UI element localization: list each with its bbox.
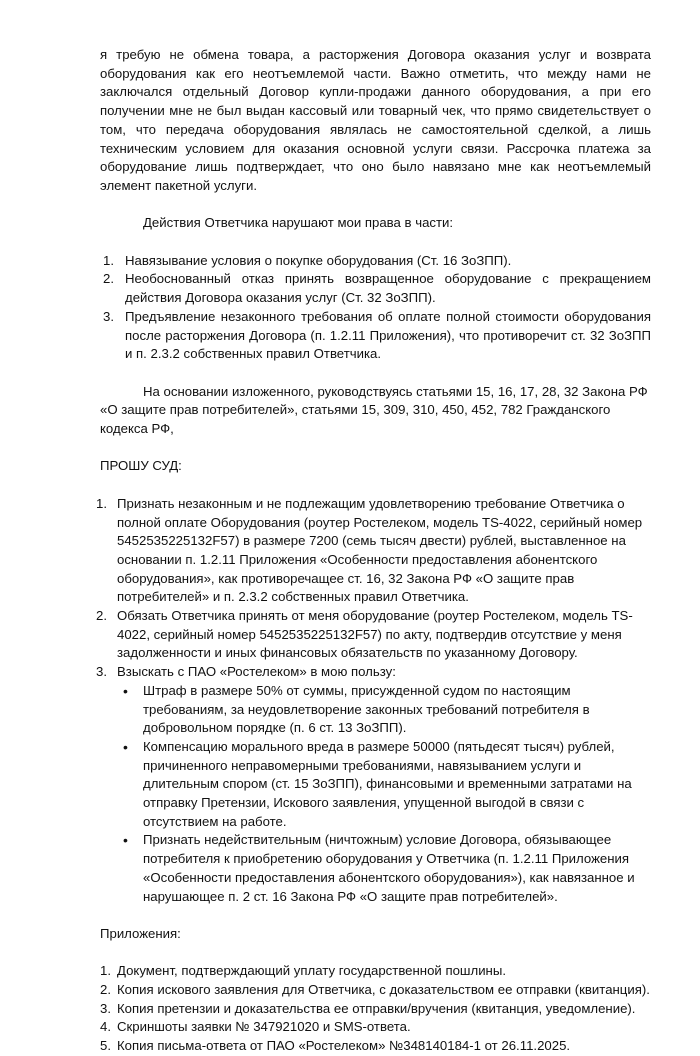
document-page: [96, 46, 651, 1056]
list-number: 4.: [100, 1019, 111, 1035]
violations-list: [100, 252, 651, 364]
violation-item: [100, 270, 651, 307]
list-number: 3.: [96, 664, 107, 680]
list-text: Обязать Ответчика принять от меня оборудование (роутер Ростелеком, модель TS-4022, серийный номер 5452535225132F57) по акту, подтвердив отсутствие у меня задолженности и иных финансовых обязательств по указанному Договору.: [117, 608, 633, 661]
list-text: Копия искового заявления для Ответчика, с доказательством ее отправки (квитанция).: [117, 982, 650, 998]
list-text: Компенсацию морального вреда в размере 50000 (пятьдесят тысяч) рублей, причиненного неправомерными требованиями, навязыванием услуги и длительным спором (ст. 15 ЗоЗПП), финансовыми и временными затратами на отправку Претензии, Искового заявления, упущенной выгодой в связи с отсутствием на работе.: [143, 738, 632, 829]
list-text: Скриншоты заявки № 347921020 и SMS-ответа.: [117, 1019, 411, 1035]
request-item: [96, 663, 651, 906]
attachment-item: [100, 962, 651, 981]
list-text: Документ, подтверждающий уплату государственной пошлины.: [117, 963, 506, 979]
attachment-item: [100, 981, 651, 1000]
requests-list: [96, 495, 651, 906]
list-text: Взыскать с ПАО «Ростелеком» в мою пользу:: [117, 664, 396, 680]
list-number: 1.: [96, 495, 107, 511]
sub-request-item: [117, 682, 651, 738]
violation-item: [100, 252, 651, 271]
list-text: Копия претензии и доказательства ее отправки/вручения (квитанция, уведомление).: [117, 1000, 636, 1016]
list-number: 3.: [103, 308, 114, 324]
intro-paragraph: я требую не обмена товара, а расторжения Договора оказания услуг и возврата оборудования как его неотъемлемой части. Важно отметить, что между нами не заключался отдельный Договор купли-продажи данного оборудования, а при его получении мне не был выдан кассовый или товарный чек, что прямо свидетельствует о том, что передача оборудования являлась не самостоятельной сделкой, а лишь техническим условием для оказания основной услуги связи. Рассрочка платежа за оборудование лишь подтверждает, что оно было навязано мне как неотъемлемый элемент пакетной услуги.: [100, 47, 651, 193]
list-text: Признать недействительным (ничтожным) условие Договора, обязывающее потребителя к приобретению оборудования у Ответчика (п. 1.2.11 Приложения «Особенности предоставления абонентского оборудования»), как навязанное и нарушающее п. 2 ст. 16 Закона РФ «О защите прав потребителей».: [143, 832, 635, 904]
list-text: Штраф в размере 50% от суммы, присужденной судом по настоящим требованиям, за неудовлетворение законных требований потребителя в добровольном порядке (п. 6 ст. 13 ЗоЗПП).: [143, 682, 590, 736]
attachment-item: [100, 1037, 651, 1056]
list-text: Необоснованный отказ принять возвращенное оборудование с прекращением действия Договора оказания услуг (Ст. 32 ЗоЗПП).: [125, 271, 651, 306]
list-number: 2.: [96, 608, 107, 624]
list-number: 5.: [100, 1038, 111, 1054]
list-text: Навязывание условия о покупке оборудования (Ст. 16 ЗоЗПП).: [125, 252, 512, 268]
list-number: 2.: [100, 982, 111, 998]
request-heading: ПРОШУ СУД:: [100, 458, 182, 474]
violations-heading: Действия Ответчика нарушают мои права в части:: [143, 215, 454, 231]
sub-requests-list: [117, 682, 651, 906]
bullet-icon: •: [123, 682, 128, 699]
sub-request-item: [117, 831, 651, 906]
attachments-heading: Приложения:: [100, 925, 181, 941]
attachments-list: [100, 962, 651, 1056]
list-number: 2.: [103, 271, 114, 287]
sub-request-item: [117, 738, 651, 832]
bullet-icon: •: [123, 738, 128, 755]
list-number: 1.: [100, 963, 111, 979]
list-text: Признать незаконным и не подлежащим удовлетворению требование Ответчика о полной оплате Оборудования (роутер Ростелеком, модель TS-4022, серийный номер 5452535225132F57) в размере 7200 (семь тысяч двести) рублей, выставленное на основании п. 1.2.11 Приложения «Особенности предоставления абонентского оборудования», как противоречащее ст. 16, 32 Закона РФ «О защите прав потребителей» и п. 2.3.2 собственных правил Ответчика.: [117, 495, 643, 605]
violation-item: [100, 308, 651, 364]
attachment-item: [100, 1000, 651, 1019]
list-text: Предъявление незаконного требования об оплате полной стоимости оборудования после расторжения Договора (п. 1.2.11 Приложения), что противоречит ст. 32 ЗоЗПП и п. 2.3.2 собственных правил Ответчика.: [125, 308, 651, 362]
request-item: [96, 495, 651, 607]
request-item: [96, 607, 651, 663]
basis-paragraph: На основании изложенного, руководствуясь статьями 15, 16, 17, 28, 32 Закона РФ «О защите прав потребителей», статьями 15, 309, 310, 450, 452, 782 Гражданского кодекса РФ,: [100, 383, 648, 437]
list-text: Копия письма-ответа от ПАО «Ростелеком» №348140184-1 от 26.11.2025.: [117, 1038, 571, 1054]
bullet-icon: •: [123, 832, 128, 849]
list-number: 1.: [103, 252, 114, 268]
attachment-item: [100, 1018, 651, 1037]
list-number: 3.: [100, 1000, 111, 1016]
